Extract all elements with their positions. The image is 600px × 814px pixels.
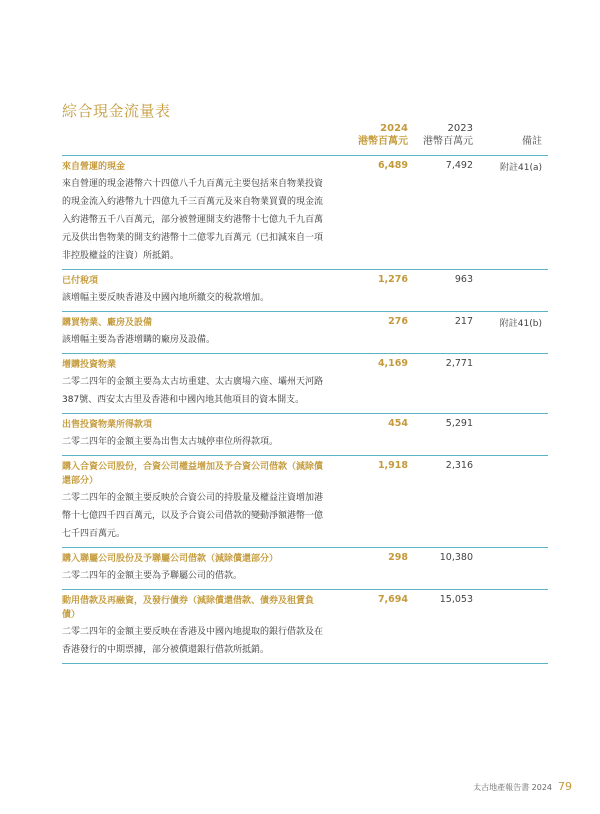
col-2024-unit: 港幣百萬元 xyxy=(358,136,408,147)
row-description: 二零二四年的金額主要為出售太古城停車位所得款項。 xyxy=(62,437,279,447)
row-value-2023: 217 xyxy=(454,316,473,327)
footer-report-title: 太古地產報告書 2024 xyxy=(473,783,552,792)
table-row xyxy=(62,590,548,664)
row-value-2024: 7,694 xyxy=(377,594,408,605)
row-value-2024: 298 xyxy=(388,552,408,563)
table-row xyxy=(62,414,548,456)
table-row xyxy=(62,156,548,270)
row-description: 該增幅主要反映香港及中國內地所繳交的稅款增加。 xyxy=(62,293,270,303)
row-description: 來自營運的現金港幣六十四億八千九百萬元主要包括來自物業投資的現金流入約港幣九十四億九千三百萬元及來自物業買賣的現金流入約港幣五千八百萬元，部分被營運開支約港幣十七億九千九百萬元及供出售物業的開支約港幣十二億零九百萬元（已扣減來自一項非控股權益的注資）所抵銷。 xyxy=(62,179,324,261)
page-footer xyxy=(473,780,572,793)
table-row xyxy=(62,312,548,354)
row-value-2023: 2,771 xyxy=(445,358,473,369)
table-header xyxy=(62,122,548,156)
row-note: 附註41(b) xyxy=(499,319,542,329)
col-2023-header xyxy=(423,122,473,148)
row-label: 購買物業、廠房及設備 xyxy=(62,318,153,328)
row-value-2024: 6,489 xyxy=(377,160,408,171)
row-description: 二零二四年的金額主要反映於合資公司的持股量及權益注資增加港幣十七億四千四百萬元，以及予合資公司借款的變動淨額港幣一億七千四百萬元。 xyxy=(62,493,324,539)
row-label: 增購投資物業 xyxy=(62,360,117,370)
row-value-2023: 15,053 xyxy=(439,594,473,605)
table-row xyxy=(62,548,548,590)
table-row xyxy=(62,456,548,548)
col-2023-unit: 港幣百萬元 xyxy=(423,136,473,147)
table-row xyxy=(62,270,548,312)
row-value-2024: 1,918 xyxy=(377,460,408,471)
row-description: 二零二四年的金額主要為太古坊重建、太古廣場六座、壩州天河路387號、西安太古里及香港和中國內地其他項目的資本開支。 xyxy=(62,377,324,405)
row-value-2023: 10,380 xyxy=(439,552,473,563)
row-label: 來自營運的現金 xyxy=(62,162,126,172)
row-label: 購入聯屬公司股份及予聯屬公司借款（減除償還部分） xyxy=(62,554,279,564)
col-2023-year: 2023 xyxy=(447,123,473,134)
row-label: 動用借款及再融資，及發行債券（減除償還借款、債券及租賃負債） xyxy=(62,596,315,620)
page-title: 綜合現金流量表 xyxy=(62,102,171,120)
page-number: 79 xyxy=(558,780,572,793)
row-note: 附註41(a) xyxy=(500,163,542,173)
row-value-2023: 963 xyxy=(454,274,473,285)
row-value-2024: 1,276 xyxy=(377,274,408,285)
col-2024-header xyxy=(358,122,408,148)
row-value-2024: 4,169 xyxy=(377,358,408,369)
col-2024-year: 2024 xyxy=(380,123,408,134)
row-value-2024: 454 xyxy=(388,418,408,429)
row-value-2023: 2,316 xyxy=(445,460,473,471)
table-row xyxy=(62,354,548,414)
row-description: 二零二四年的金額主要反映在香港及中國內地提取的銀行借款及在香港發行的中期票據，部分被償還銀行借款所抵銷。 xyxy=(62,627,324,655)
row-value-2024: 276 xyxy=(388,316,408,327)
row-value-2023: 7,492 xyxy=(445,160,473,171)
col-note-header: 備註 xyxy=(522,136,542,147)
row-value-2023: 5,291 xyxy=(445,418,473,429)
row-description: 該增幅主要為香港增購的廠房及設備。 xyxy=(62,335,216,345)
cashflow-table xyxy=(62,156,548,664)
row-description: 二零二四年的金額主要為予聯屬公司的借款。 xyxy=(62,571,243,581)
row-label: 購入合資公司股份，合資公司權益增加及予合資公司借款（減除償還部分） xyxy=(62,462,324,486)
row-label: 出售投資物業所得款項 xyxy=(62,420,153,430)
row-label: 已付稅項 xyxy=(62,276,99,286)
